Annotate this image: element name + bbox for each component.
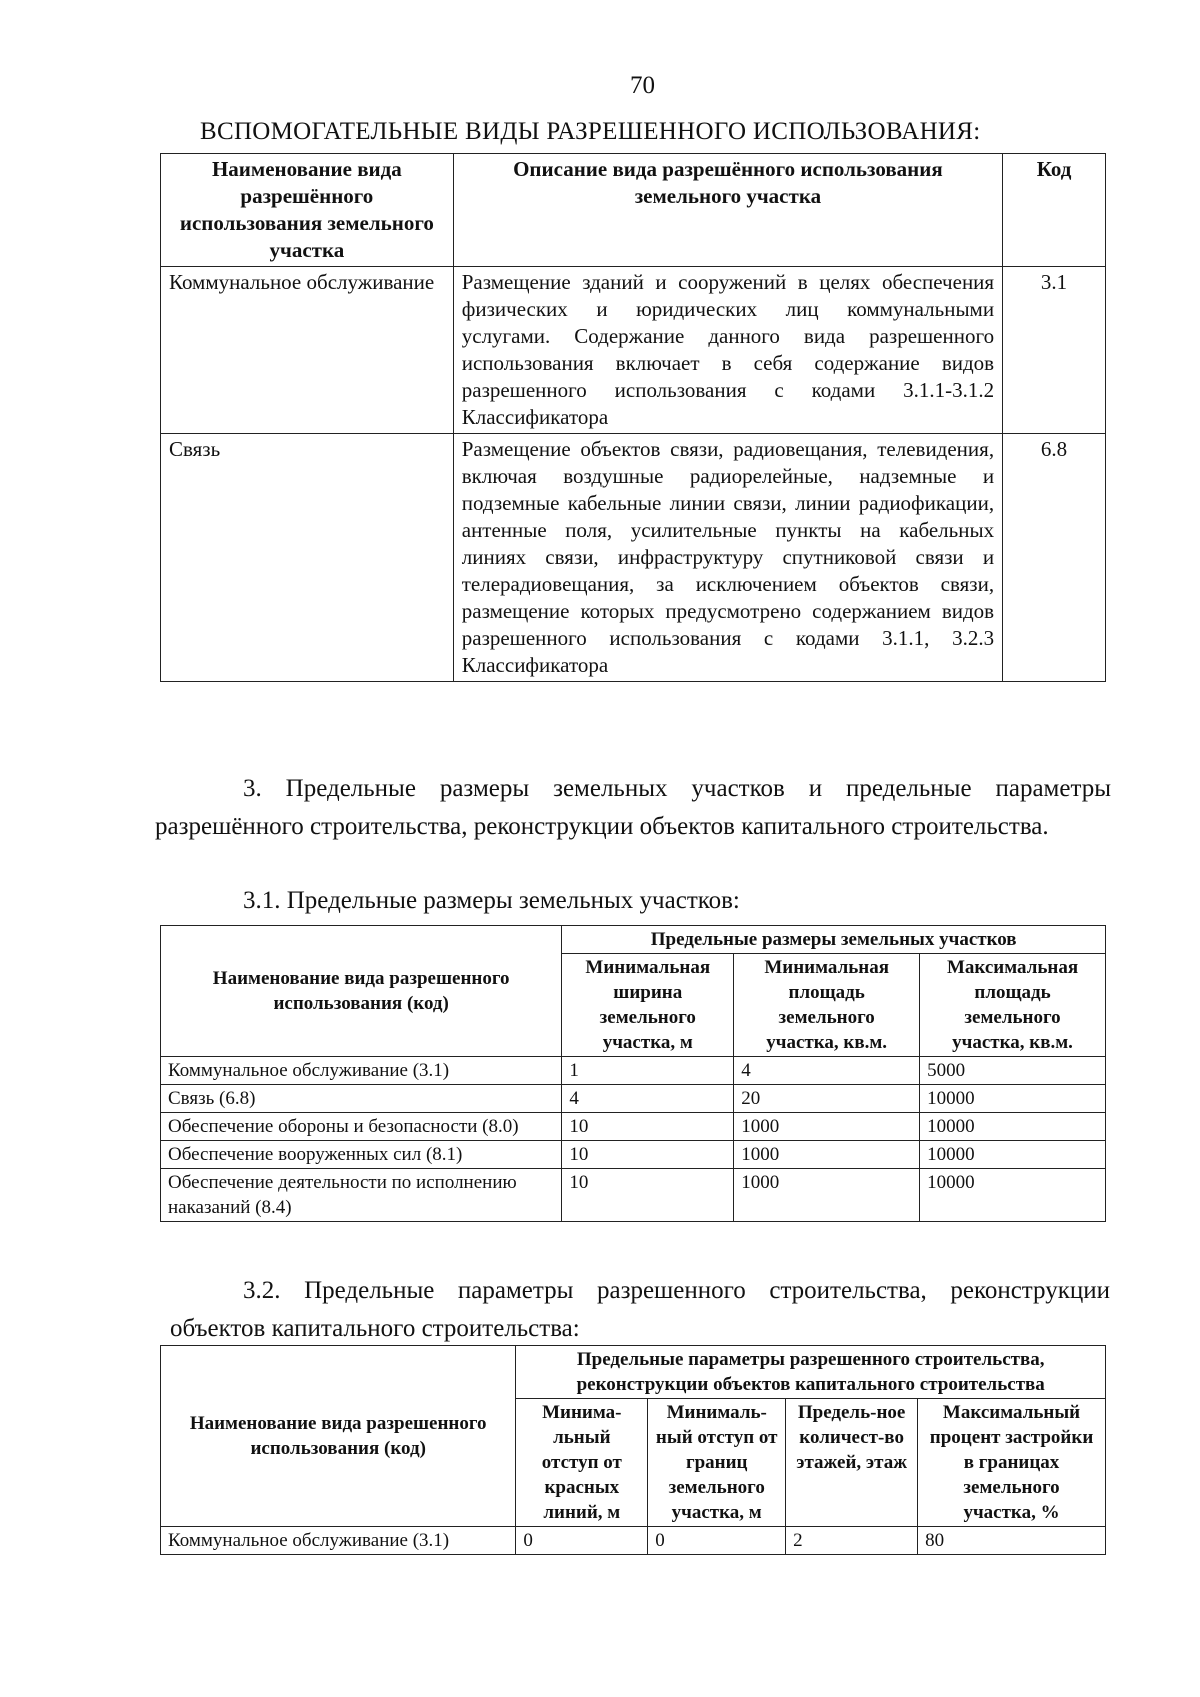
row-max-area: 5000 bbox=[920, 1057, 1106, 1085]
table-row bbox=[161, 1113, 1106, 1141]
header-code: Код bbox=[1003, 154, 1106, 267]
row-max-floors: 2 bbox=[786, 1527, 918, 1555]
row-name: Обеспечение деятельности по исполнению наказаний (8.4) bbox=[161, 1169, 562, 1222]
header-min-border: Минималь-ный отступ от границ земельного участка, м bbox=[648, 1399, 786, 1527]
row-code: 3.1 bbox=[1003, 267, 1106, 434]
header-max-percent: Максимальный процент застройки в границах земельного участка, % bbox=[918, 1399, 1106, 1527]
paragraph-3-2: 3.2. Предельные параметры разрешенного строительства, реконструкции объектов капитального строительства: bbox=[170, 1277, 1110, 1342]
row-min-width: 10 bbox=[562, 1169, 734, 1222]
construction-parameters-table bbox=[160, 1345, 1106, 1555]
header-name: Наименование вида разрешенного использования (код) bbox=[161, 926, 562, 1057]
table-row bbox=[161, 1141, 1106, 1169]
row-max-area: 10000 bbox=[920, 1113, 1106, 1141]
header-min-red: Минима-льный отступ от красных линий, м bbox=[516, 1399, 648, 1527]
row-min-width: 10 bbox=[562, 1113, 734, 1141]
header-min-width: Минимальная ширина земельного участка, м bbox=[562, 954, 734, 1057]
header-name: Наименование вида разрешенного использования (код) bbox=[161, 1346, 516, 1527]
table-row bbox=[161, 267, 1106, 434]
row-max-area: 10000 bbox=[920, 1169, 1106, 1222]
header-group: Предельные параметры разрешенного строительства, реконструкции объектов капитального строительства bbox=[516, 1346, 1106, 1399]
row-min-area: 20 bbox=[734, 1085, 920, 1113]
header-description: Описание вида разрешённого использования земельного участка bbox=[453, 154, 1002, 267]
header-min-area: Минимальная площадь земельного участка, кв.м. bbox=[734, 954, 920, 1057]
paragraph-3: 3. Предельные размеры земельных участков и предельные параметры разрешённого строительства, реконструкции объектов капитального строительства. bbox=[155, 775, 1111, 840]
row-name: Коммунальное обслуживание (3.1) bbox=[161, 1057, 562, 1085]
row-description: Размещение зданий и сооружений в целях обеспечения физических и юридических лиц коммунальными услугами. Содержание данного вида разрешенного использования включает в себя содержание видов разрешенного использования с кодами 3.1.1-3.1.2 Классификатора bbox=[453, 267, 1002, 434]
table-row bbox=[161, 1085, 1106, 1113]
row-min-width: 10 bbox=[562, 1141, 734, 1169]
table-row bbox=[161, 1169, 1106, 1222]
row-min-width: 4 bbox=[562, 1085, 734, 1113]
row-min-red: 0 bbox=[516, 1527, 648, 1555]
auxiliary-uses-table bbox=[160, 153, 1106, 682]
table-row bbox=[161, 434, 1106, 682]
row-max-area: 10000 bbox=[920, 1085, 1106, 1113]
page-number: 70 bbox=[630, 72, 655, 99]
row-name: Обеспечение вооруженных сил (8.1) bbox=[161, 1141, 562, 1169]
table-header-row bbox=[161, 154, 1106, 267]
row-name: Связь (6.8) bbox=[161, 1085, 562, 1113]
row-min-area: 1000 bbox=[734, 1113, 920, 1141]
row-name: Коммунальное обслуживание bbox=[161, 267, 454, 434]
row-max-area: 10000 bbox=[920, 1141, 1106, 1169]
row-name: Коммунальное обслуживание (3.1) bbox=[161, 1527, 516, 1555]
row-min-area: 4 bbox=[734, 1057, 920, 1085]
table-row bbox=[161, 1527, 1106, 1555]
row-min-border: 0 bbox=[648, 1527, 786, 1555]
row-min-width: 1 bbox=[562, 1057, 734, 1085]
header-group: Предельные размеры земельных участков bbox=[562, 926, 1106, 954]
paragraph-3-1: 3.1. Предельные размеры земельных участков: bbox=[243, 887, 740, 914]
row-name: Обеспечение обороны и безопасности (8.0) bbox=[161, 1113, 562, 1141]
header-max-floors: Предель-ное количест-во этажей, этаж bbox=[786, 1399, 918, 1527]
row-name: Связь bbox=[161, 434, 454, 682]
land-plot-sizes-table bbox=[160, 925, 1106, 1222]
row-max-percent: 80 bbox=[918, 1527, 1106, 1555]
header-name: Наименование вида разрешённого использования земельного участка bbox=[161, 154, 454, 267]
table-header-row bbox=[161, 926, 1106, 954]
section-title: ВСПОМОГАТЕЛЬНЫЕ ВИДЫ РАЗРЕШЕННОГО ИСПОЛЬЗОВАНИЯ: bbox=[200, 118, 981, 145]
table-header-row bbox=[161, 1346, 1106, 1399]
table-row bbox=[161, 1057, 1106, 1085]
row-description: Размещение объектов связи, радиовещания, телевидения, включая воздушные радиорелейные, надземные и подземные кабельные линии связи, линии радиофикации, антенные поля, усилительные пункты на кабельных линиях связи, инфраструктуру спутниковой связи и телерадиовещания, за исключением объектов связи, размещение которых предусмотрено содержанием видов разрешенного использования с кодами 3.1.1, 3.2.3 Классификатора bbox=[453, 434, 1002, 682]
row-code: 6.8 bbox=[1003, 434, 1106, 682]
row-min-area: 1000 bbox=[734, 1141, 920, 1169]
header-max-area: Максимальная площадь земельного участка, кв.м. bbox=[920, 954, 1106, 1057]
row-min-area: 1000 bbox=[734, 1169, 920, 1222]
